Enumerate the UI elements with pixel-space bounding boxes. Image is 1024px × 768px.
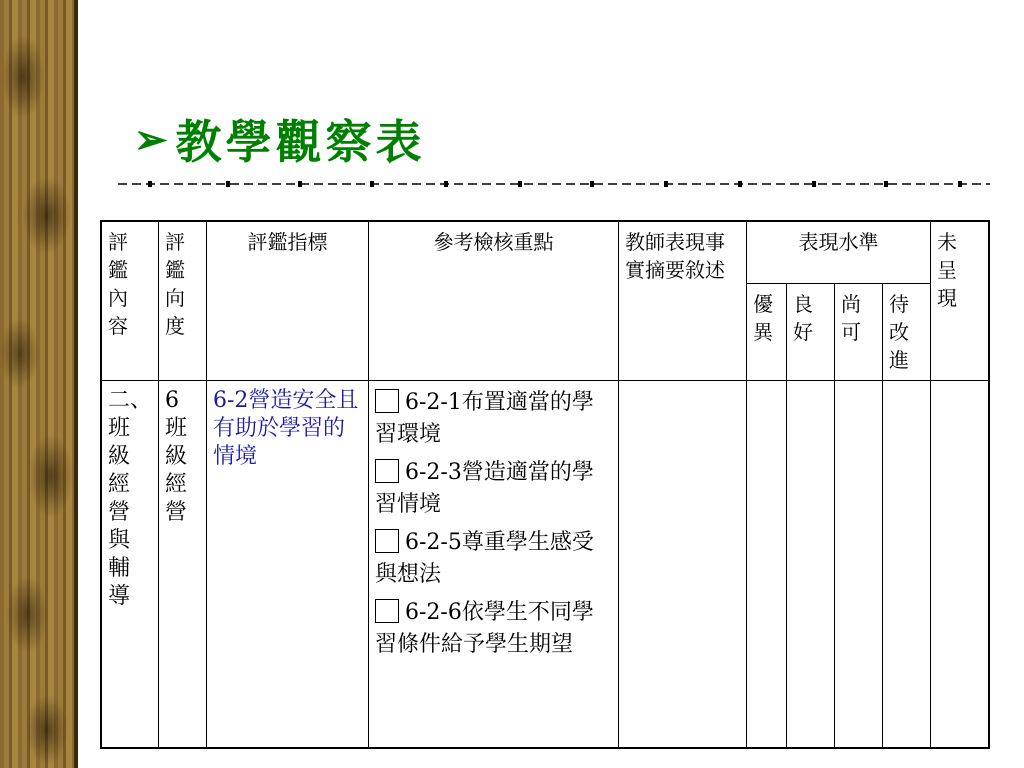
checkbox[interactable] (375, 459, 399, 483)
header-indicator: 評鑑指標 (207, 221, 369, 380)
cell-fair[interactable] (835, 380, 883, 748)
checkpoint-item: 6-2-5尊重學生感受與想法 (375, 529, 594, 587)
cell-dimension: 6 班級經營 (159, 380, 207, 748)
checkbox[interactable] (375, 599, 399, 623)
cell-summary[interactable] (619, 380, 747, 748)
cell-needs-improvement[interactable] (883, 380, 931, 748)
page-title (134, 106, 426, 172)
table-row (101, 380, 989, 748)
checkbox[interactable] (375, 529, 399, 553)
decorative-wood-strip (0, 0, 78, 768)
header-dimension: 評鑑向度 (159, 221, 207, 380)
header-not-shown: 未呈現 (931, 221, 989, 380)
subheader-fair: 尚可 (835, 283, 883, 380)
checkbox[interactable] (375, 389, 399, 413)
header-content: 評鑑內容 (101, 221, 159, 380)
cell-excellent[interactable] (747, 380, 787, 748)
checkpoint-item: 6-2-3營造適當的學習情境 (375, 459, 594, 517)
cell-not-shown[interactable] (931, 380, 989, 748)
subheader-needs-improvement: 待改進 (883, 283, 931, 380)
arrow-bullet-icon: ➢ (134, 115, 172, 163)
observation-table (100, 220, 990, 749)
checkpoint-item: 6-2-6依學生不同學習條件給予學生期望 (375, 599, 594, 657)
header-row (101, 221, 989, 283)
cell-checkpoints (369, 380, 619, 748)
decorative-divider (118, 180, 990, 188)
header-checkpoints: 參考檢核重點 (369, 221, 619, 380)
cell-indicator: 6-2營造安全且有助於學習的情境 (207, 380, 369, 748)
subheader-excellent: 優異 (747, 283, 787, 380)
header-summary: 教師表現事實摘要敘述 (619, 221, 747, 380)
cell-good[interactable] (787, 380, 835, 748)
page-title-text: 教學觀察表 (175, 115, 426, 169)
header-performance-level: 表現水準 (747, 221, 931, 283)
strip-edge (74, 0, 78, 768)
checkpoint-item: 6-2-1布置適當的學習環境 (375, 389, 594, 447)
cell-content: 二、班級經營與輔導 (101, 380, 159, 748)
subheader-good: 良好 (787, 283, 835, 380)
